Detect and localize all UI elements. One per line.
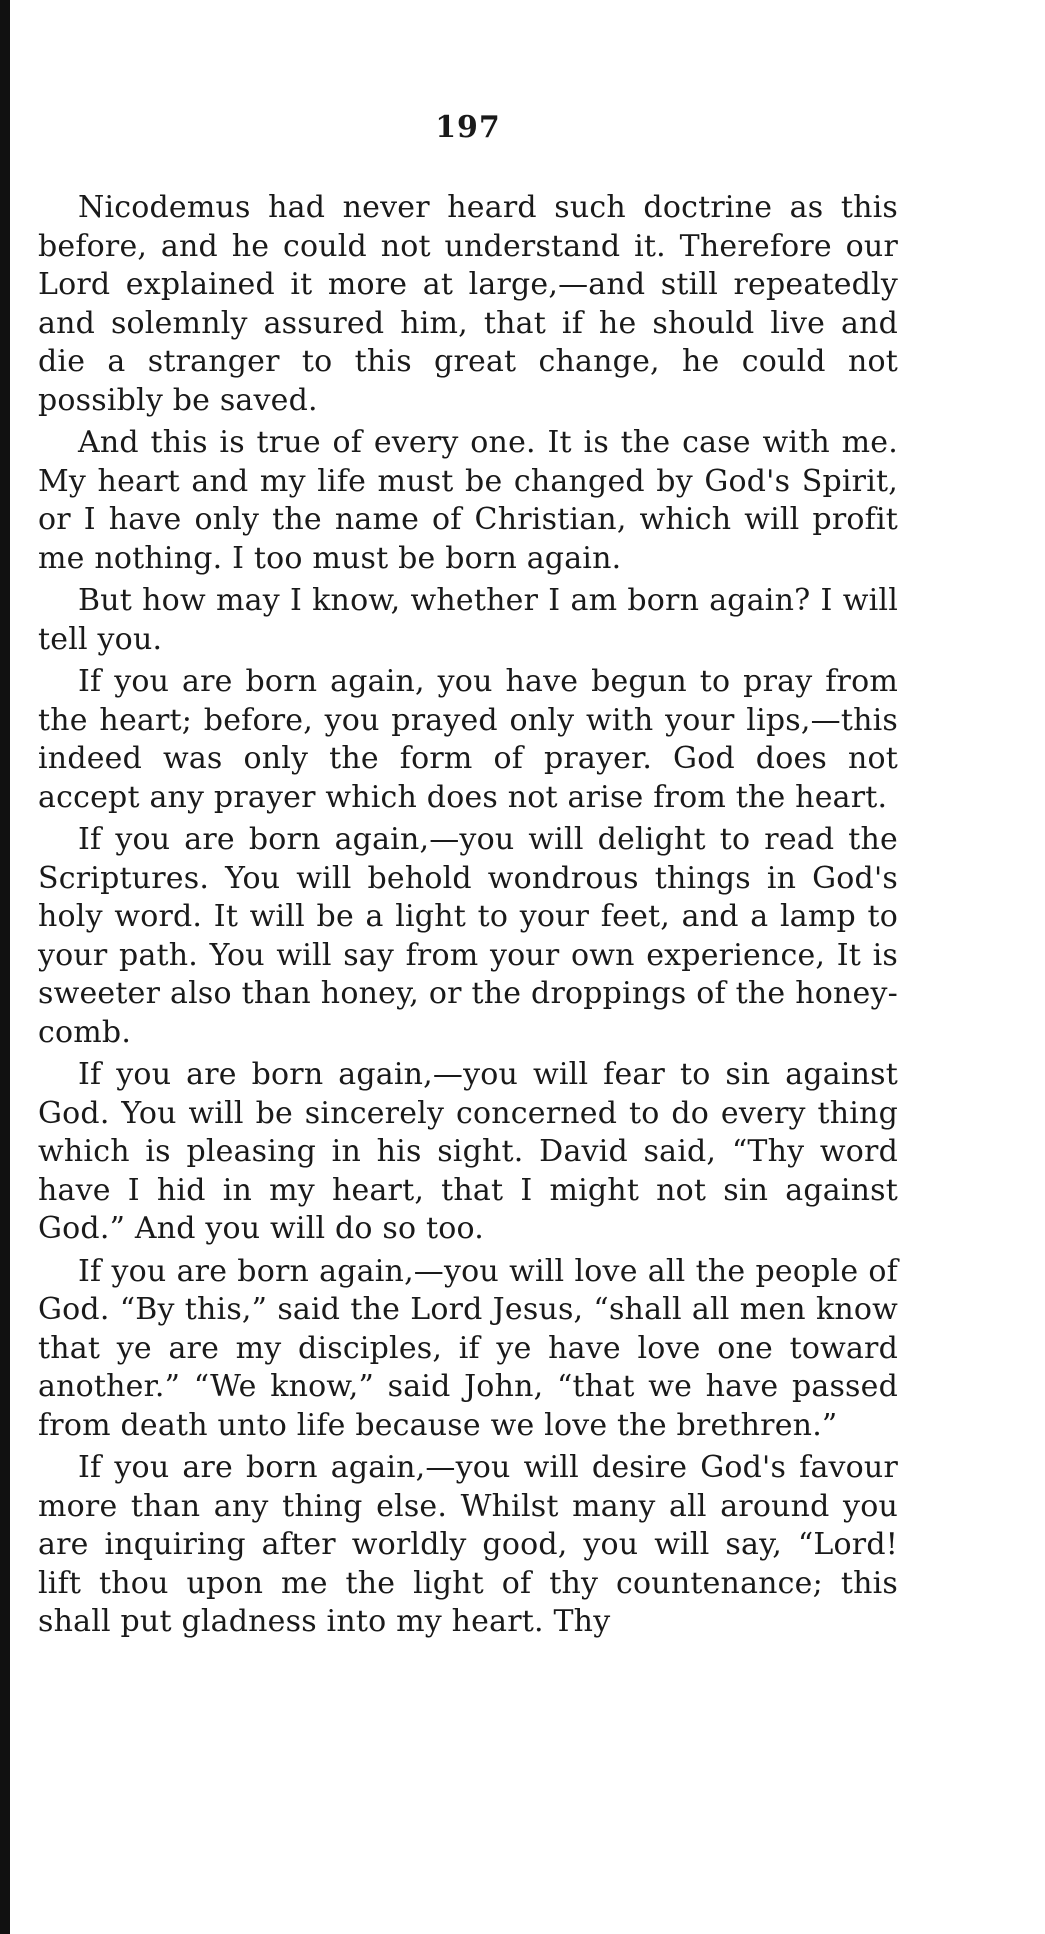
paragraph-fear-to-sin: If you are born again,—you will fear to sin against God. You will be sincerely concerned to do every thing which is pleasing in his sight. David said, “Thy word have I hid in my heart, that I might not sin against God.” And you will do so too. xyxy=(38,1057,898,1246)
paragraph-true-of-everyone: And this is true of every one. It is the case with me. My heart and my life must be changed by God's Spirit, or I have only the name of Christian, which will profit me nothing. I too must be born again. xyxy=(38,425,898,576)
paragraph-desire-gods-favour: If you are born again,—you will desire God's favour more than any thing else. Whilst many all around you are inquiring after worldly good, you will say, “Lord! lift thou upon me the light of thy countenance; this shall put gladness into my heart. Thy xyxy=(38,1450,898,1639)
paragraph-love-people-of-god: If you are born again,—you will love all the people of God. “By this,” said the Lord Jesus, “shall all men know that ye are my disciples, if ye have love one toward another.” “We know,” said John, “that we have passed from death unto life because we love the brethren.” xyxy=(38,1253,898,1443)
paragraph-how-may-i-know: But how may I know, whether I am born again? I will tell you. xyxy=(38,583,898,657)
page-number: 197 xyxy=(435,110,501,145)
paragraph-nicodemus: Nicodemus had never heard such doctrine as this before, and he could not understand it. Therefore our Lord explained it more at large,—and still repeatedly and solemnly assured him, that if he should live and die a stranger to this great change, he could not possibly be saved. xyxy=(38,190,898,418)
paragraph-pray-from-heart: If you are born again, you have begun to pray from the heart; before, you prayed only with your lips,—this indeed was only the form of prayer. God does not accept any prayer which does not arise from the heart. xyxy=(38,664,898,815)
book-page xyxy=(38,110,898,1646)
paragraph-read-scriptures: If you are born again,—you will delight to read the Scriptures. You will behold wondrous things in God's holy word. It will be a light to your feet, and a lamp to your path. You will say from your own experience, It is sweeter also than honey, or the droppings of the honey-comb. xyxy=(38,822,898,1050)
binding-edge xyxy=(0,0,10,1934)
